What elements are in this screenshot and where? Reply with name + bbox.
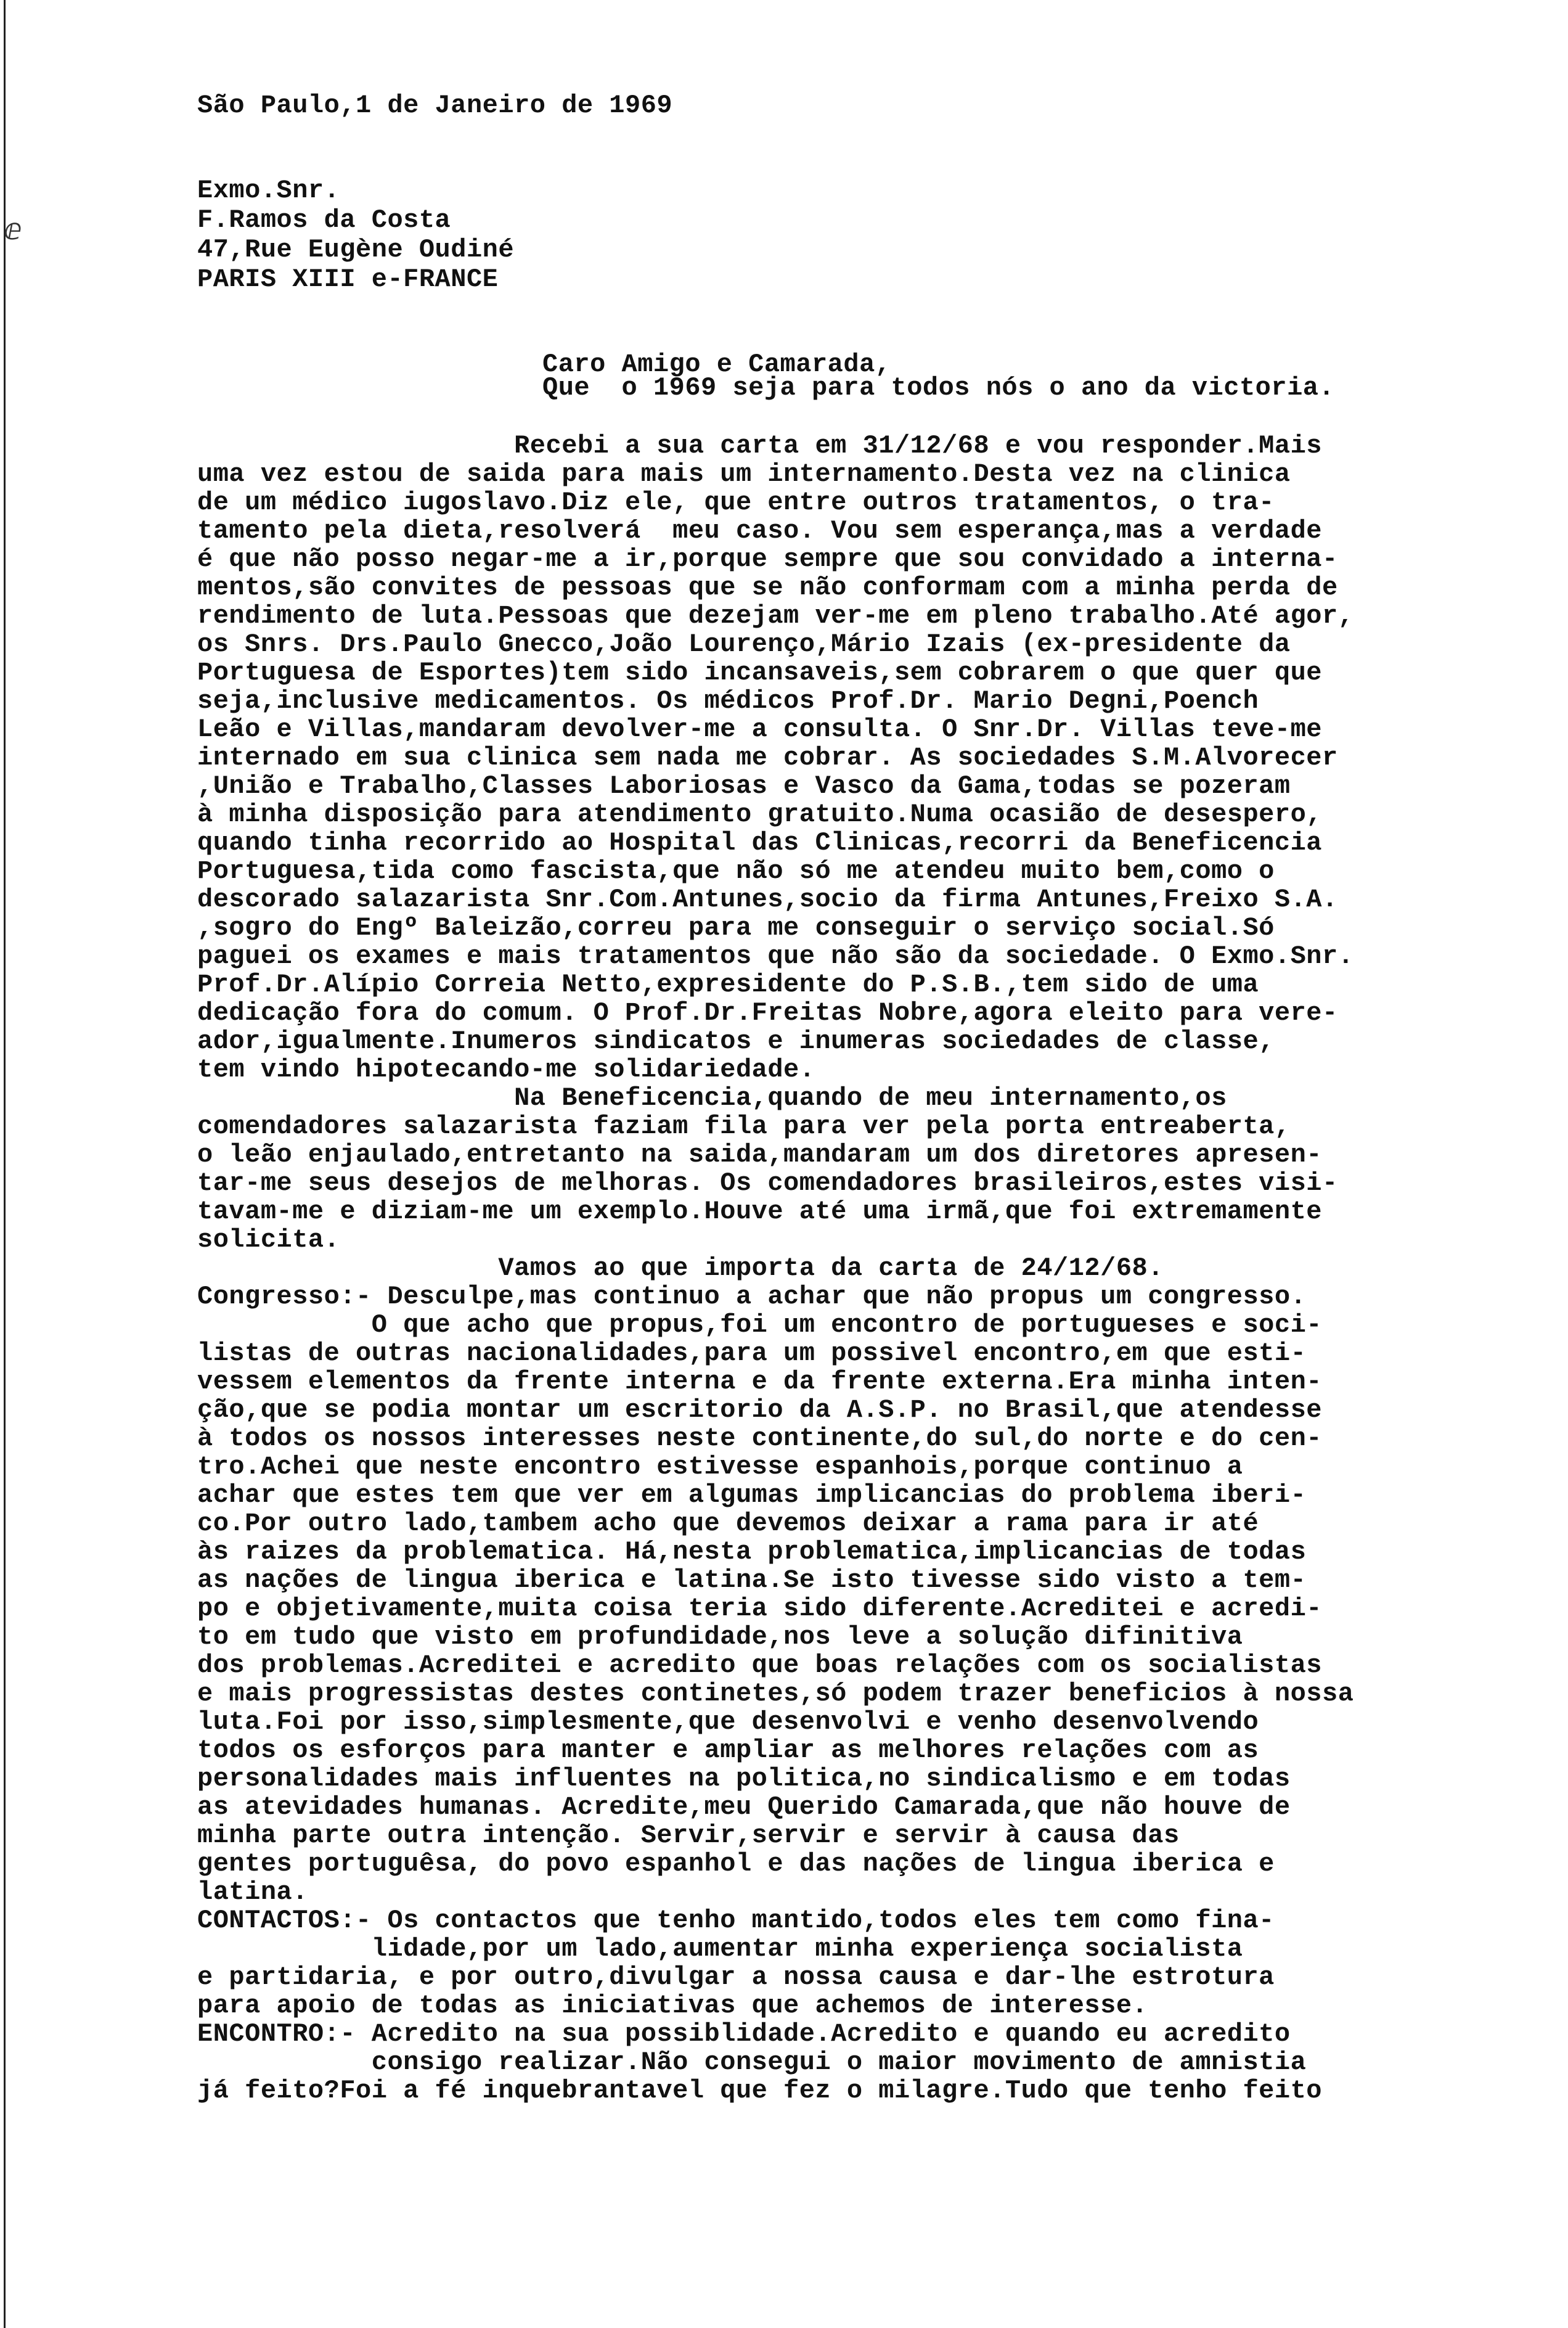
body-line: à todos os nossos interesses neste continente,do sul,do norte e do cen- (197, 1424, 1322, 1453)
body-line: Vamos ao que importa da carta de 24/12/68. (197, 1253, 1164, 1283)
address-line-3: 47,Rue Eugène Oudiné (197, 235, 515, 264)
body-line: tem vindo hipotecando-me solidariedade. (197, 1055, 815, 1084)
body-line: é que não posso negar-me a ir,porque sempre que sou convidado a interna- (197, 544, 1338, 574)
body-line: to em tudo que visto em profundidade,nos leve a solução difinitiva (197, 1622, 1243, 1652)
body-line: co.Por outro lado,tambem acho que devemos deixar a rama para ir até (197, 1509, 1259, 1538)
body-line: todos os esforços para manter e ampliar as melhores relações com as (197, 1736, 1259, 1765)
letter-body (197, 432, 1541, 2105)
body-line: Portuguesa,tida como fascista,que não só me atendeu muito bem,como o (197, 856, 1275, 886)
body-line: às raizes da problematica. Há,nesta problematica,implicancias de todas (197, 1537, 1307, 1567)
body-line: luta.Foi por isso,simplesmente,que desenvolvi e venho desenvolvendo (197, 1707, 1259, 1737)
body-line: Congresso:- Desculpe,mas continuo a achar que não propus um congresso. (197, 1282, 1307, 1311)
body-line: latina. (197, 1877, 308, 1907)
body-line: tro.Achei que neste encontro estivesse espanhois,porque continuo a (197, 1452, 1243, 1482)
body-line: personalidades mais influentes na politica,no sindicalismo e em todas (197, 1764, 1291, 1793)
body-line: para apoio de todas as iniciativas que achemos de interesse. (197, 1991, 1148, 2020)
body-line: uma vez estou de saida para mais um internamento.Desta vez na clinica (197, 459, 1291, 489)
margin-pen-mark: ⅇ (4, 215, 23, 248)
body-line: ,União e Trabalho,Classes Laboriosas e Vasco da Gama,todas se pozeram (197, 771, 1291, 801)
motto-line: Que o 1969 seja para todos nós o ano da victoria. (542, 373, 1335, 403)
body-line: lidade,por um lado,aumentar minha experiença socialista (197, 1934, 1243, 1964)
body-line: achar que estes tem que ver em algumas implicancias do problema iberi- (197, 1480, 1307, 1510)
body-line: ,sogro do Engº Baleizão,correu para me conseguir o serviço social.Só (197, 913, 1275, 943)
body-line: po e objetivamente,muita coisa teria sido diferente.Acreditei e acredi- (197, 1594, 1322, 1623)
body-line: vessem elementos da frente interna e da frente externa.Era minha inten- (197, 1367, 1322, 1396)
body-line: e mais progressistas destes continetes,só podem trazer beneficios à nossa (197, 1679, 1354, 1708)
page-edge-line (4, 0, 6, 2328)
body-line: paguei os exames e mais tratamentos que não são da sociedade. O Exmo.Snr. (197, 941, 1354, 971)
address-line-2: F.Ramos da Costa (197, 205, 451, 235)
body-line: dos problemas.Acreditei e acredito que boas relações com os socialistas (197, 1650, 1322, 1680)
body-line: ção,que se podia montar um escritorio da A.S.P. no Brasil,que atendesse (197, 1395, 1322, 1425)
body-line: listas de outras nacionalidades,para um possivel encontro,em que esti- (197, 1338, 1307, 1368)
body-line: tavam-me e diziam-me um exemplo.Houve até uma irmã,que foi extremamente (197, 1197, 1322, 1226)
body-line: tamento pela dieta,resolverá meu caso. Vou sem esperança,mas a verdade (197, 516, 1322, 546)
body-line: os Snrs. Drs.Paulo Gnecco,João Lourenço,Mário Izais (ex-presidente da (197, 629, 1291, 659)
body-line: consigo realizar.Não consegui o maior movimento de amnistia (197, 2047, 1307, 2077)
body-line: Recebi a sua carta em 31/12/68 e vou responder.Mais (197, 431, 1322, 461)
body-line: quando tinha recorrido ao Hospital das Clinicas,recorri da Beneficencia (197, 828, 1322, 858)
body-line: CONTACTOS:- Os contactos que tenho mantido,todos eles tem como fina- (197, 1906, 1275, 1935)
address-line-1: Exmo.Snr. (197, 176, 340, 205)
body-line: Portuguesa de Esportes)tem sido incansaveis,sem cobrarem o que quer que (197, 658, 1322, 687)
body-line: gentes portuguêsa, do povo espanhol e das nações de lingua iberica e (197, 1849, 1275, 1879)
body-line: solicita. (197, 1225, 340, 1255)
body-line: o leão enjaulado,entretanto na saida,mandaram um dos diretores apresen- (197, 1140, 1322, 1170)
body-line: dedicação fora do comum. O Prof.Dr.Freitas Nobre,agora eleito para vere- (197, 998, 1338, 1028)
body-line: rendimento de luta.Pessoas que dezejam ver-me em pleno trabalho.Até agor, (197, 601, 1354, 631)
body-line: O que acho que propus,foi um encontro de portugueses e soci- (197, 1310, 1322, 1340)
body-line: de um médico iugoslavo.Diz ele, que entre outros tratamentos, o tra- (197, 488, 1275, 517)
body-line: já feito?Foi a fé inquebrantavel que fez o milagre.Tudo que tenho feito (197, 2076, 1322, 2105)
salutation: Caro Amigo e Camarada, (542, 350, 891, 379)
body-line: as atevidades humanas. Acredite,meu Querido Camarada,que não houve de (197, 1792, 1291, 1822)
address-line-4: PARIS XIII e-FRANCE (197, 264, 499, 294)
body-line: descorado salazarista Snr.Com.Antunes,socio da firma Antunes,Freixo S.A. (197, 885, 1338, 914)
body-line: minha parte outra intenção. Servir,servir e servir à causa das (197, 1821, 1180, 1850)
body-line: Leão e Villas,mandaram devolver-me a consulta. O Snr.Dr. Villas teve-me (197, 715, 1322, 744)
body-line: tar-me seus desejos de melhoras. Os comendadores brasileiros,estes visi- (197, 1168, 1338, 1198)
body-line: ENCONTRO:- Acredito na sua possiblidade.Acredito e quando eu acredito (197, 2019, 1291, 2049)
body-line: à minha disposição para atendimento gratuito.Numa ocasião de desespero, (197, 800, 1322, 829)
body-line: e partidaria, e por outro,divulgar a nossa causa e dar-lhe estrotura (197, 1962, 1275, 1992)
body-line: ador,igualmente.Inumeros sindicatos e inumeras sociedades de classe, (197, 1027, 1275, 1056)
body-line: seja,inclusive medicamentos. Os médicos Prof.Dr. Mario Degni,Poench (197, 686, 1259, 716)
letter-date: São Paulo,1 de Janeiro de 1969 (197, 91, 673, 120)
body-line: mentos,são convites de pessoas que se não conformam com a minha perda de (197, 573, 1338, 602)
body-line: as nações de lingua iberica e latina.Se isto tivesse sido visto a tem- (197, 1565, 1307, 1595)
body-line: Prof.Dr.Alípio Correia Netto,expresidente do P.S.B.,tem sido de uma (197, 970, 1259, 999)
body-line: internado em sua clinica sem nada me cobrar. As sociedades S.M.Alvorecer (197, 743, 1338, 773)
body-line: Na Beneficencia,quando de meu internamento,os (197, 1083, 1227, 1113)
body-line: comendadores salazarista faziam fila para ver pela porta entreaberta, (197, 1112, 1291, 1141)
